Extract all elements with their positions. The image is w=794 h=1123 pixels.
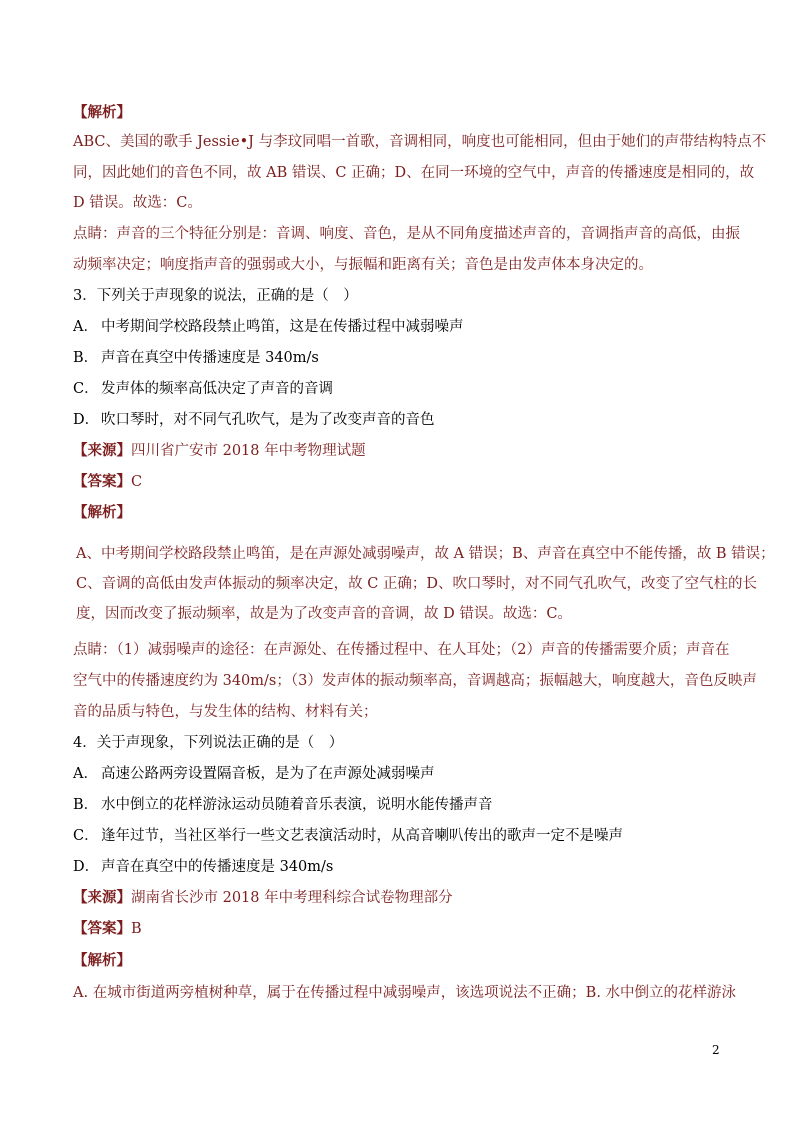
question-4-option-b bbox=[73, 795, 493, 815]
option-text: 中考期间学校路段禁止鸣笛，这是在传播过程中减弱噪声 bbox=[101, 319, 464, 335]
option-text: 声音在真空中传播速度是 340m/s bbox=[101, 350, 319, 366]
question-3-option-d bbox=[73, 410, 435, 430]
analysis-line-1: ABC、美国的歌手 Jessie•J 与李玟同唱一首歌，音调相同，响度也可能相同，但由于她们的声带结构特点不 bbox=[73, 134, 767, 150]
source-text: 湖南省长沙市 2018 年中考理科综合试卷物理部分 bbox=[131, 890, 453, 906]
option-letter: C． bbox=[73, 828, 99, 844]
answer-text: C bbox=[131, 474, 143, 490]
tip-line-2: 动频率决定；响度指声音的强弱或大小，与振幅和距离有关；音色是由发声体本身决定的。 bbox=[73, 257, 653, 273]
question-3-tip-line-1: 点睛：（1）减弱噪声的途径：在声源处、在传播过程中、在人耳处；（2）声音的传播需要介质；声音在 bbox=[73, 642, 730, 658]
question-4-analysis-line-1: A. 在城市街道两旁植树种草，属于在传播过程中减弱噪声，该选项说法不正确；B. 水中倒立的花样游泳 bbox=[73, 985, 737, 1001]
option-text: 水中倒立的花样游泳运动员随着音乐表演，说明水能传播声音 bbox=[101, 797, 493, 813]
question-3-option-c bbox=[73, 379, 333, 399]
question-3-answer bbox=[73, 472, 142, 492]
answer-text: B bbox=[131, 921, 142, 937]
option-letter: D． bbox=[73, 412, 100, 428]
source-label: 【来源】 bbox=[73, 442, 131, 459]
question-4-source bbox=[73, 888, 453, 908]
question-4-option-c bbox=[73, 826, 623, 846]
option-letter: B． bbox=[73, 350, 99, 366]
question-3-source bbox=[73, 441, 366, 461]
analysis-line-3: D 错误。故选：C。 bbox=[73, 195, 202, 211]
tip-line-1: 点睛：声音的三个特征分别是：音调、响度、音色，是从不同角度描述声音的，音调指声音的高低，由振 bbox=[73, 226, 740, 242]
question-3-option-a bbox=[73, 317, 464, 337]
source-text: 四川省广安市 2018 年中考物理试题 bbox=[131, 443, 366, 459]
question-3-analysis-line-2: C、音调的高低由发声体振动的频率决定，故 C 正确；D、吹口琴时，对不同气孔吹气，改变了空气柱的长 bbox=[76, 576, 758, 592]
analysis-label: 【解析】 bbox=[73, 104, 131, 121]
question-3-stem: 3．下列关于声现象的说法，正确的是（ ） bbox=[73, 288, 358, 304]
question-4-stem: 4．关于声现象，下列说法正确的是（ ） bbox=[73, 735, 344, 751]
question-4-option-a bbox=[73, 764, 435, 784]
source-label: 【来源】 bbox=[73, 889, 131, 906]
question-3-analysis-line-1: A、中考期间学校路段禁止鸣笛，是在声源处减弱噪声，故 A 错误；B、声音在真空中不能传播，故 B 错误； bbox=[76, 546, 775, 562]
question-3-option-b bbox=[73, 348, 319, 368]
option-text: 吹口琴时，对不同气孔吹气，是为了改变声音的音色 bbox=[101, 412, 435, 428]
answer-label: 【答案】 bbox=[73, 920, 131, 937]
question-3-analysis-line-3: 度，因而改变了振动频率，故是为了改变声音的音调，故 D 错误。故选：C。 bbox=[76, 606, 572, 622]
option-text: 发声体的频率高低决定了声音的音调 bbox=[101, 381, 333, 397]
option-letter: D． bbox=[73, 859, 100, 875]
question-4-answer bbox=[73, 919, 142, 939]
question-3-tip-line-2: 空气中的传播速度约为 340m/s；（3）发声体的振动频率高，音调越高；振幅越大，响度越大，音色反映声 bbox=[73, 673, 757, 689]
question-3-tip-line-3: 音的品质与特色，与发生体的结构、材料有关； bbox=[73, 704, 378, 720]
question-4-analysis-label: 【解析】 bbox=[73, 952, 131, 969]
option-letter: B． bbox=[73, 797, 99, 813]
question-3-analysis-label: 【解析】 bbox=[73, 504, 131, 521]
option-text: 高速公路两旁设置隔音板，是为了在声源处减弱噪声 bbox=[101, 766, 435, 782]
option-letter: C． bbox=[73, 381, 99, 397]
option-text: 逢年过节，当社区举行一些文艺表演活动时，从高音喇叭传出的歌声一定不是噪声 bbox=[101, 828, 623, 844]
analysis-line-2: 同，因此她们的音色不同，故 AB 错误、C 正确；D、在同一环境的空气中，声音的传播速度是相同的，故 bbox=[73, 165, 755, 181]
option-letter: A． bbox=[73, 319, 98, 335]
option-text: 声音在真空中的传播速度是 340m/s bbox=[101, 859, 334, 875]
question-4-option-d bbox=[73, 857, 333, 877]
option-letter: A． bbox=[73, 766, 98, 782]
answer-label: 【答案】 bbox=[73, 473, 131, 490]
page-number: 2 bbox=[712, 1043, 720, 1057]
